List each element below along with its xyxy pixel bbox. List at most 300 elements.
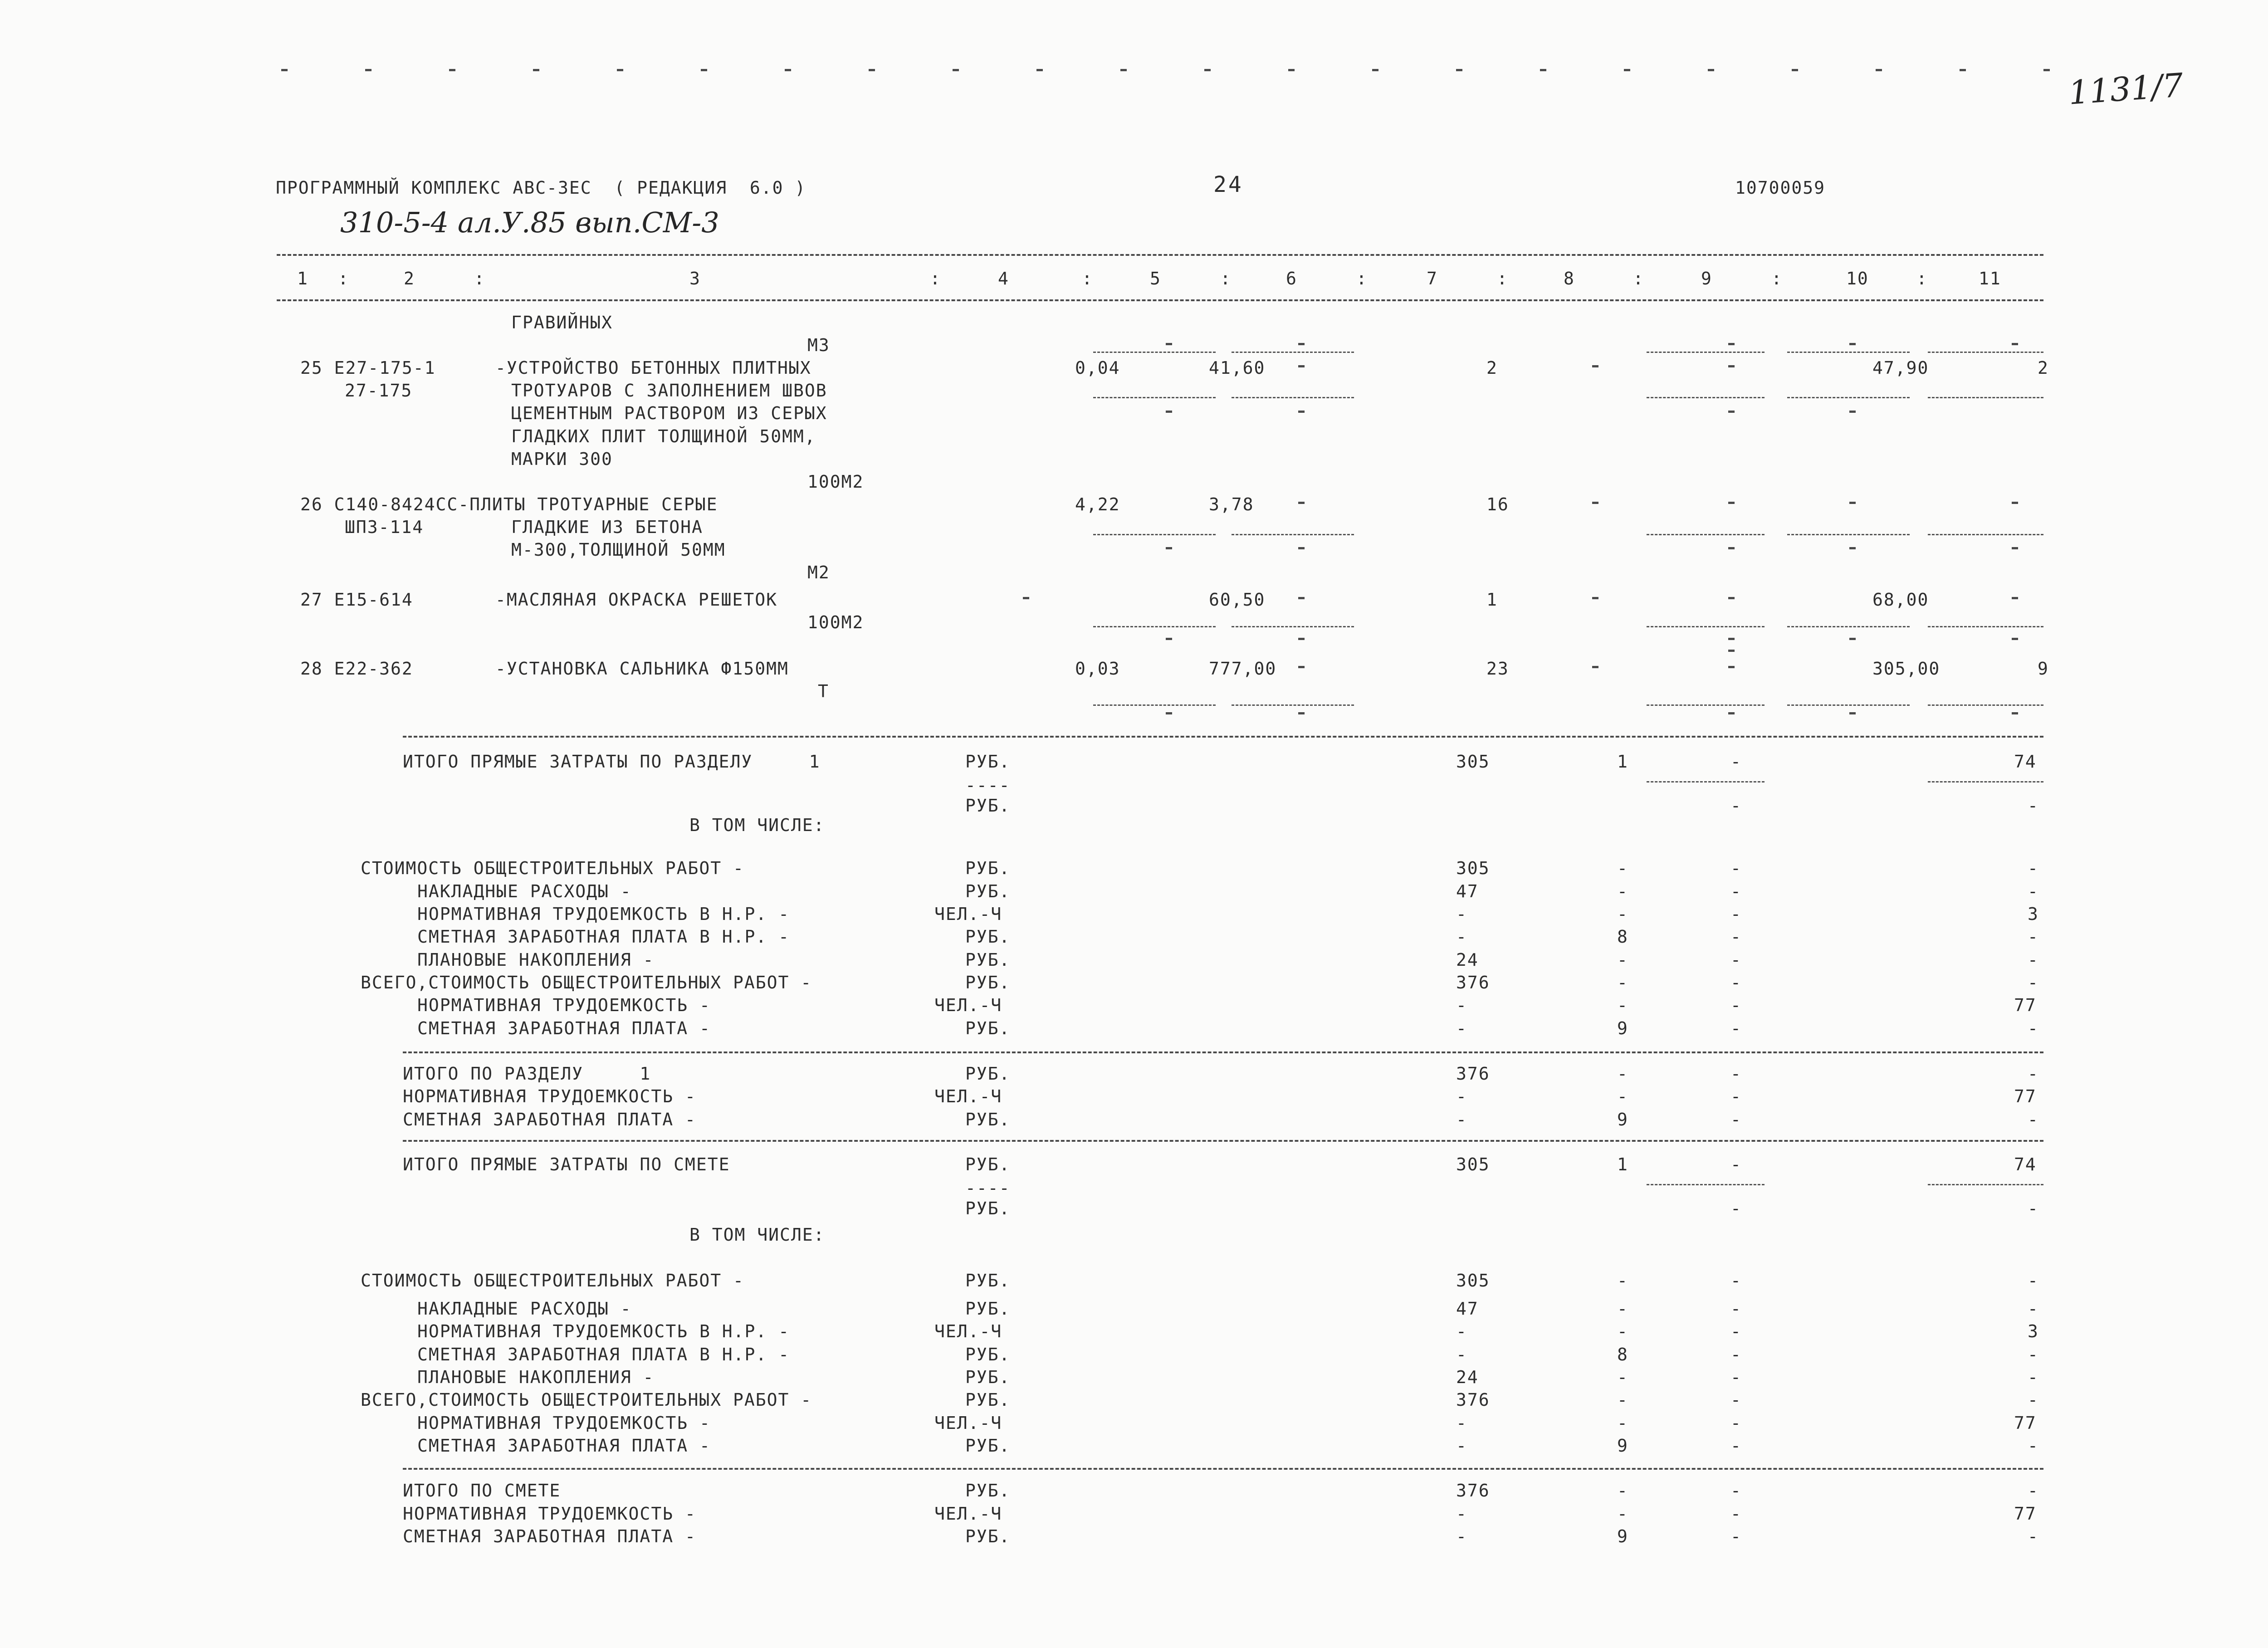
item-value: 2 [1486, 358, 1498, 378]
item-text: 27 Е15-614 [300, 590, 413, 610]
page-number: 24 [1213, 172, 1243, 197]
summary-unit: ---- [965, 1178, 1011, 1198]
summary-col9: - [1730, 1086, 1742, 1106]
summary-unit: ЧЕЛ.-Ч [934, 1086, 1002, 1106]
summary-col11: - [2028, 1390, 2039, 1410]
summary-label: СМЕТНАЯ ЗАРАБОТНАЯ ПЛАТА В Н.Р. - [417, 927, 790, 947]
summary-col8: - [1617, 1271, 1628, 1291]
summary-col11: 77 [2014, 1504, 2037, 1524]
dash-mark [1728, 597, 1735, 599]
summary-divider [403, 1468, 2043, 1470]
summary-unit: ЧЕЛ.-Ч [934, 904, 1002, 924]
item-text: ШП3-114 [345, 517, 424, 537]
summary-col9: - [1730, 1436, 1742, 1456]
summary-col9: - [1730, 1367, 1742, 1387]
summary-label: ПЛАНОВЫЕ НАКОПЛЕНИЯ - [417, 1367, 655, 1387]
summary-col11: 77 [2014, 1086, 2037, 1106]
summary-col11: - [2028, 1436, 2039, 1456]
summary-label: СМЕТНАЯ ЗАРАБОТНАЯ ПЛАТА - [417, 1436, 711, 1456]
value-divider [1232, 397, 1354, 398]
summary-label: СМЕТНАЯ ЗАРАБОТНАЯ ПЛАТА В Н.Р. - [417, 1345, 790, 1364]
summary-col11: 77 [2014, 1413, 2037, 1433]
summary-col11: 3 [2028, 904, 2039, 924]
summary-col8: 9 [1617, 1110, 1628, 1130]
value-divider [1787, 534, 1910, 535]
summary-col9: - [1730, 1345, 1742, 1364]
value-divider [1647, 352, 1765, 353]
summary-col11: - [2028, 1345, 2039, 1364]
dash-mark [1592, 597, 1598, 599]
summary-unit: ЧЕЛ.-Ч [934, 1504, 1002, 1524]
summary-col9: - [1730, 752, 1742, 772]
summary-col8: - [1617, 950, 1628, 970]
summary-unit: РУБ. [965, 950, 1011, 970]
dash-mark [1298, 547, 1305, 549]
summary-col7: - [1456, 1018, 1467, 1038]
summary-label: СМЕТНАЯ ЗАРАБОТНАЯ ПЛАТА - [403, 1526, 696, 1546]
value-divider [1093, 626, 1216, 627]
summary-value-divider [1647, 781, 1765, 782]
table-top-border [277, 254, 2043, 256]
summary-col7: 47 [1456, 881, 1479, 901]
item-text: ЦЕМЕНТНЫМ РАСТВОРОМ ИЗ СЕРЫХ [511, 403, 827, 423]
dash-mark [1540, 69, 1546, 71]
summary-col8: - [1617, 1481, 1628, 1501]
dash-mark [365, 69, 371, 71]
summary-col9: - [1730, 1526, 1742, 1546]
value-divider [1787, 626, 1910, 627]
summary-col8: - [1617, 904, 1628, 924]
summary-col7: 24 [1456, 950, 1479, 970]
summary-unit: РУБ. [965, 1526, 1011, 1546]
dash-mark [1849, 411, 1856, 413]
dash-mark [1592, 365, 1598, 367]
column-separator: : [1916, 269, 1928, 289]
summary-col9: - [1730, 1064, 1742, 1084]
summary-col7: - [1456, 1413, 1467, 1433]
value-divider [1928, 534, 2043, 535]
handwritten-reference: 310-5-4 ал.У.85 вып.СМ-3 [340, 206, 719, 239]
summary-unit: РУБ. [965, 1481, 1011, 1501]
dash-mark [1456, 69, 1462, 71]
summary-col11: - [2028, 796, 2039, 816]
dash-mark [2043, 69, 2050, 71]
item-value: 0,04 [1075, 358, 1120, 378]
value-divider [1647, 534, 1765, 535]
item-value: 68,00 [1872, 590, 1929, 610]
summary-unit: РУБ. [965, 973, 1011, 993]
summary-col8: 1 [1617, 1154, 1628, 1174]
value-divider [1093, 397, 1216, 398]
item-text: 28 Е22-362 [300, 659, 413, 679]
dash-mark [1166, 411, 1172, 413]
dash-mark [1592, 666, 1598, 668]
summary-col9: - [1730, 1198, 1742, 1218]
column-separator: : [930, 269, 941, 289]
summary-unit: РУБ. [965, 796, 1011, 816]
item-text: ТРОТУАРОВ С ЗАПОЛНЕНИЕМ ШВОВ [511, 381, 827, 401]
dash-mark [1728, 638, 1735, 640]
dash-mark [1849, 502, 1856, 504]
item-value: 41,60 [1209, 358, 1266, 378]
summary-label: НАКЛАДНЫЕ РАСХОДЫ - [417, 881, 632, 901]
summary-col7: 376 [1456, 1064, 1490, 1084]
summary-label: СТОИМОСТЬ ОБЩЕСТРОИТЕЛЬНЫХ РАБОТ - [361, 858, 744, 878]
summary-unit: РУБ. [965, 881, 1011, 901]
dash-mark [1624, 69, 1630, 71]
dash-mark [2012, 638, 2018, 640]
item-value: 777,00 [1209, 659, 1277, 679]
summary-divider [403, 1140, 2043, 1142]
dash-mark [1298, 638, 1305, 640]
summary-unit: РУБ. [965, 1198, 1011, 1218]
summary-col7: - [1456, 1110, 1467, 1130]
summary-label: ВСЕГО,СТОИМОСТЬ ОБЩЕСТРОИТЕЛЬНЫХ РАБОТ - [361, 1390, 812, 1410]
summary-col9: - [1730, 1321, 1742, 1341]
corner-handwritten-mark: 1131/7 [2067, 66, 2185, 112]
dash-mark [1298, 502, 1305, 504]
summary-label: СМЕТНАЯ ЗАРАБОТНАЯ ПЛАТА - [403, 1110, 696, 1130]
summary-label: ИТОГО ПРЯМЫЕ ЗАТРАТЫ ПО СМЕТЕ [403, 1154, 730, 1174]
summary-col8: 9 [1617, 1018, 1628, 1038]
dash-mark [533, 69, 539, 71]
summary-value-divider [1928, 1184, 2043, 1185]
summary-col7: - [1456, 1345, 1467, 1364]
summary-col9: - [1730, 881, 1742, 901]
summary-divider [403, 1051, 2043, 1053]
value-divider [1647, 626, 1765, 627]
summary-col9: - [1730, 1390, 1742, 1410]
item-value: 0,03 [1075, 659, 1120, 679]
summary-col7: 305 [1456, 752, 1490, 772]
summary-unit: РУБ. [965, 1064, 1011, 1084]
summary-col7: - [1456, 1086, 1467, 1106]
summary-col8: - [1617, 1299, 1628, 1319]
summary-col8: - [1617, 1504, 1628, 1524]
dash-mark [1166, 712, 1172, 714]
value-divider [1093, 352, 1216, 353]
summary-col11: - [2028, 1526, 2039, 1546]
summary-label: ИТОГО ПО СМЕТЕ [403, 1481, 561, 1501]
summary-col11: 77 [2014, 995, 2037, 1015]
summary-label: НОРМАТИВНАЯ ТРУДОЕМКОСТЬ - [417, 995, 711, 1015]
dash-mark [1298, 712, 1305, 714]
value-divider [1232, 352, 1354, 353]
summary-col8: - [1617, 1390, 1628, 1410]
column-header: 11 [1979, 269, 2001, 289]
summary-col7: 47 [1456, 1299, 1479, 1319]
summary-col11: - [2028, 950, 2039, 970]
dash-mark [1876, 69, 1882, 71]
summary-col9: - [1730, 1018, 1742, 1038]
dash-mark [1298, 666, 1305, 668]
column-header: 7 [1427, 269, 1438, 289]
item-text: -УСТАНОВКА САЛЬНИКА Ф150ММ [495, 659, 789, 679]
summary-col7: - [1456, 927, 1467, 947]
summary-col9: - [1730, 1299, 1742, 1319]
summary-col11: - [2028, 1018, 2039, 1038]
summary-unit: ---- [965, 775, 1011, 795]
item-text: М3 [807, 335, 830, 355]
column-separator: : [1356, 269, 1368, 289]
summary-label: НОРМАТИВНАЯ ТРУДОЕМКОСТЬ В Н.Р. - [417, 1321, 790, 1341]
dash-mark [2012, 502, 2018, 504]
summary-col11: 74 [2014, 752, 2037, 772]
item-value: 16 [1486, 494, 1509, 514]
dash-mark [1849, 712, 1856, 714]
summary-col7: - [1456, 1436, 1467, 1456]
summary-col7: - [1456, 1504, 1467, 1524]
dash-mark [1166, 638, 1172, 640]
summary-col11: - [2028, 927, 2039, 947]
summary-col9: - [1730, 1481, 1742, 1501]
summary-col8: - [1617, 973, 1628, 993]
summary-value-divider [1647, 1184, 1765, 1185]
summary-col11: - [2028, 1299, 2039, 1319]
summary-value-divider [1928, 781, 2043, 782]
summary-unit: РУБ. [965, 1299, 1011, 1319]
summary-unit: ЧЕЛ.-Ч [934, 1321, 1002, 1341]
column-separator: : [1082, 269, 1093, 289]
item-text: 27-175 [345, 381, 413, 401]
value-divider [1647, 397, 1765, 398]
document-code: 10700059 [1735, 178, 1826, 198]
item-value: 4,22 [1075, 494, 1120, 514]
summary-col8: - [1617, 858, 1628, 878]
dash-mark [1849, 547, 1856, 549]
item-value: 1 [1486, 590, 1498, 610]
summary-col9: - [1730, 904, 1742, 924]
column-header: 5 [1150, 269, 1161, 289]
dash-mark [1298, 411, 1305, 413]
column-header: 3 [689, 269, 701, 289]
column-separator: : [1220, 269, 1232, 289]
summary-label: НАКЛАДНЫЕ РАСХОДЫ - [417, 1299, 632, 1319]
dash-mark [1204, 69, 1211, 71]
item-text: ГЛАДКИЕ ИЗ БЕТОНА [511, 517, 703, 537]
summary-col8: - [1617, 1086, 1628, 1106]
summary-unit: ЧЕЛ.-Ч [934, 1413, 1002, 1433]
summary-col9: - [1730, 1154, 1742, 1174]
dash-mark [1728, 502, 1735, 504]
summary-unit: РУБ. [965, 1110, 1011, 1130]
dash-mark [1728, 666, 1735, 668]
dash-mark [1298, 343, 1305, 345]
column-separator: : [1633, 269, 1644, 289]
summary-col9: - [1730, 950, 1742, 970]
dash-mark [701, 69, 707, 71]
column-header: 4 [998, 269, 1009, 289]
summary-col11: - [2028, 1271, 2039, 1291]
summary-col11: - [2028, 1064, 2039, 1084]
summary-col11: - [2028, 858, 2039, 878]
dash-mark [1849, 343, 1856, 345]
item-text: М-300,ТОЛЩИНОЙ 50ММ [511, 540, 726, 560]
value-divider [1232, 626, 1354, 627]
item-text: МАРКИ 300 [511, 449, 613, 469]
dash-mark [1728, 547, 1735, 549]
summary-unit: РУБ. [965, 1154, 1011, 1174]
item-value: 3,78 [1209, 494, 1254, 514]
item-text: -УСТРОЙСТВО БЕТОННЫХ ПЛИТНЫХ [495, 358, 811, 378]
value-divider [1928, 397, 2043, 398]
summary-label: СМЕТНАЯ ЗАРАБОТНАЯ ПЛАТА - [417, 1018, 711, 1038]
item-text: 26 С140-8424СС-ПЛИТЫ ТРОТУАРНЫЕ СЕРЫЕ [300, 494, 718, 514]
dash-mark [1298, 365, 1305, 367]
dash-mark [2012, 712, 2018, 714]
summary-col7: 305 [1456, 1271, 1490, 1291]
dash-mark [1592, 502, 1598, 504]
item-value: 47,90 [1872, 358, 1929, 378]
column-header: 9 [1701, 269, 1712, 289]
item-text: -МАСЛЯНАЯ ОКРАСКА РЕШЕТОК [495, 590, 777, 610]
value-divider [1928, 704, 2043, 706]
section-divider [403, 736, 2043, 738]
summary-col8: 9 [1617, 1436, 1628, 1456]
dash-mark [2012, 343, 2018, 345]
item-value: 2 [2038, 358, 2049, 378]
item-text: Т [818, 681, 829, 701]
summary-unit: РУБ. [965, 1018, 1011, 1038]
summary-unit: РУБ. [965, 1367, 1011, 1387]
column-header: 10 [1846, 269, 1869, 289]
summary-col9: - [1730, 796, 1742, 816]
item-text: М2 [807, 562, 830, 582]
item-text: ГЛАДКИХ ПЛИТ ТОЛЩИНОЙ 50ММ, [511, 426, 816, 446]
dash-mark [1372, 69, 1378, 71]
summary-col7: - [1456, 995, 1467, 1015]
summary-unit: ЧЕЛ.-Ч [934, 995, 1002, 1015]
summary-label: В ТОМ ЧИСЛЕ: [689, 815, 825, 835]
summary-label: НОРМАТИВНАЯ ТРУДОЕМКОСТЬ - [403, 1504, 696, 1524]
summary-unit: РУБ. [965, 1345, 1011, 1364]
summary-col7: 376 [1456, 1481, 1490, 1501]
column-header: 6 [1286, 269, 1297, 289]
value-divider [1928, 626, 2043, 627]
summary-unit: РУБ. [965, 1390, 1011, 1410]
summary-col11: - [2028, 1198, 2039, 1218]
summary-col9: - [1730, 1110, 1742, 1130]
summary-col8: 9 [1617, 1526, 1628, 1546]
summary-col7: 305 [1456, 1154, 1490, 1174]
summary-unit: РУБ. [965, 927, 1011, 947]
value-divider [1093, 534, 1216, 535]
summary-col9: - [1730, 995, 1742, 1015]
summary-col9: - [1730, 1271, 1742, 1291]
value-divider [1093, 704, 1216, 706]
column-separator: : [474, 269, 485, 289]
item-value: 23 [1486, 659, 1509, 679]
summary-col8: - [1617, 881, 1628, 901]
column-header: 2 [404, 269, 415, 289]
summary-col7: - [1456, 904, 1467, 924]
column-separator: : [338, 269, 349, 289]
summary-label: В ТОМ ЧИСЛЕ: [689, 1225, 825, 1245]
item-value: 305,00 [1872, 659, 1941, 679]
value-divider [1647, 704, 1765, 706]
item-text: 25 Е27-175-1 [300, 358, 436, 378]
summary-col8: 8 [1617, 1345, 1628, 1364]
summary-col11: - [2028, 1481, 2039, 1501]
summary-unit: РУБ. [965, 1436, 1011, 1456]
summary-col11: - [2028, 973, 2039, 993]
item-value: 60,50 [1209, 590, 1266, 610]
summary-col9: - [1730, 1413, 1742, 1433]
dash-mark [1728, 365, 1735, 367]
summary-col8: - [1617, 1413, 1628, 1433]
summary-col11: - [2028, 1110, 2039, 1130]
summary-label: ВСЕГО,СТОИМОСТЬ ОБЩЕСТРОИТЕЛЬНЫХ РАБОТ - [361, 973, 812, 993]
summary-col7: - [1456, 1321, 1467, 1341]
dash-mark [1288, 69, 1295, 71]
dash-mark [1728, 712, 1735, 714]
program-header: ПРОГРАММНЫЙ КОМПЛЕКС АВС-ЗЕС ( РЕДАКЦИЯ 6.0 ) [276, 178, 807, 198]
value-divider [1787, 397, 1910, 398]
dash-mark [1792, 69, 1798, 71]
summary-label: НОРМАТИВНАЯ ТРУДОЕМКОСТЬ - [417, 1413, 711, 1433]
summary-unit: РУБ. [965, 752, 1011, 772]
summary-col7: 376 [1456, 973, 1490, 993]
dash-mark [785, 69, 791, 71]
value-divider [1928, 352, 2043, 353]
dash-mark [1728, 650, 1735, 652]
item-text: 100М2 [807, 612, 864, 632]
summary-label: НОРМАТИВНАЯ ТРУДОЕМКОСТЬ В Н.Р. - [417, 904, 790, 924]
item-value: 9 [2038, 659, 2049, 679]
value-divider [1787, 704, 1910, 706]
column-header-border [277, 299, 2043, 301]
dash-mark [1023, 597, 1029, 599]
column-separator: : [1771, 269, 1783, 289]
summary-col11: 74 [2014, 1154, 2037, 1174]
dash-mark [1728, 343, 1735, 345]
item-text: ГРАВИЙНЫХ [511, 313, 613, 333]
summary-col9: - [1730, 927, 1742, 947]
dash-mark [953, 69, 959, 71]
dash-mark [1166, 343, 1172, 345]
dash-mark [1298, 597, 1305, 599]
dash-mark [1120, 69, 1127, 71]
dash-mark [1728, 411, 1735, 413]
summary-unit: РУБ. [965, 1271, 1011, 1291]
summary-col9: - [1730, 973, 1742, 993]
dash-mark [449, 69, 455, 71]
dash-mark [869, 69, 875, 71]
summary-col8: 1 [1617, 752, 1628, 772]
summary-unit: РУБ. [965, 858, 1011, 878]
summary-col7: 376 [1456, 1390, 1490, 1410]
summary-col9: - [1730, 858, 1742, 878]
column-separator: : [1497, 269, 1508, 289]
dash-mark [281, 69, 288, 71]
dash-mark [2012, 597, 2018, 599]
dash-mark [617, 69, 623, 71]
summary-col8: - [1617, 1367, 1628, 1387]
dash-mark [1708, 69, 1714, 71]
summary-label: ИТОГО ПРЯМЫЕ ЗАТРАТЫ ПО РАЗДЕЛУ 1 [403, 752, 821, 772]
value-divider [1232, 704, 1354, 706]
summary-col7: 24 [1456, 1367, 1479, 1387]
column-header: 1 [297, 269, 308, 289]
summary-col7: 305 [1456, 858, 1490, 878]
dash-mark [1960, 69, 1966, 71]
dash-mark [1849, 638, 1856, 640]
dash-mark [1166, 547, 1172, 549]
dash-mark [1036, 69, 1043, 71]
summary-col7: - [1456, 1526, 1467, 1546]
summary-col8: - [1617, 1064, 1628, 1084]
summary-col8: - [1617, 995, 1628, 1015]
